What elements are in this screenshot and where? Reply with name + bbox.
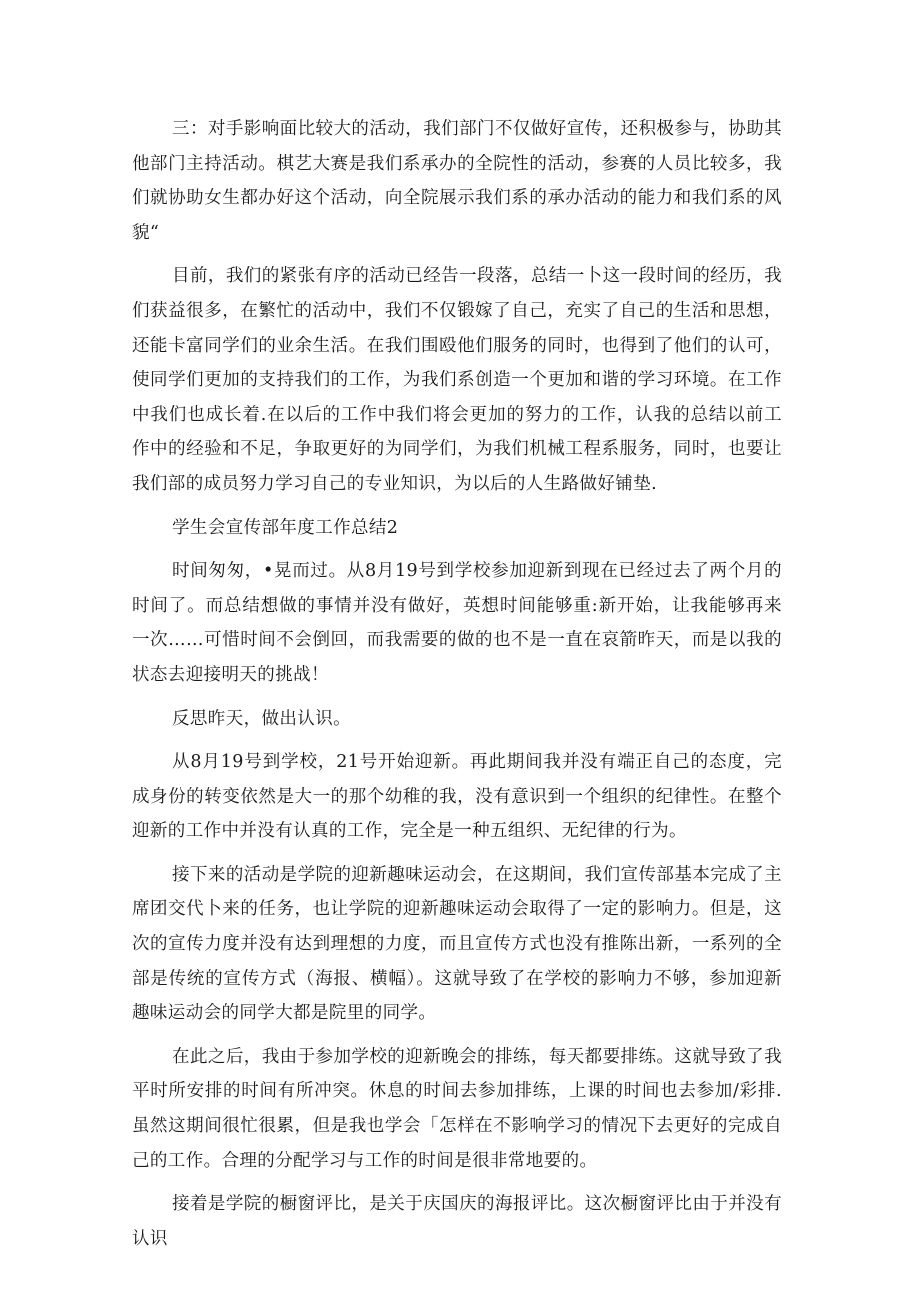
section-heading: 学生会宣传部年度工作总结2 (172, 517, 399, 538)
paragraph-time-passes: 时间匆匆，•晃而过。从8月19号到学校参加迎新到现在已经过去了两个月的时间了。而总结想做的事情并没有做好，英想时间能够重:新开始，让我能够再来一次……可惜时间不会倒回，而我需要的做的也不是一直在哀箭昨天，而是以我的状态去迎接明天的挑战！ (132, 561, 782, 685)
paragraph-welcome-period: 从8月19号到学校，21号开始迎新。再此期间我并没有端正自己的态度，完成身份的转变依然是大一的那个幼稚的我，没有意识到一个组织的纪律性。在整个迎新的工作中并没有认真的工作，完全是一种五组织、无纪律的行为。 (132, 752, 782, 842)
paragraph-activity-assistance: 三：对手影响面比较大的活动，我们部门不仅做好宣传，还积极参与，协助其他部门主持活动。棋艺大赛是我们系承办的全院性的活动，参赛的人员比较多，我们就协助女生都办好这个活动，向全院展示我们系的承办活动的能力和我们系的风貌“ (132, 119, 782, 243)
paragraph-rehearsal: 在此之后，我由于参加学校的迎新晚会的排练，每天都要排练。这就导致了我平时所安排的时间有所冲突。休息的时间去参加排练，上课的时间也去参加/彩排.虽然这期间很忙很累，但是我也学会「怎样在不影响学习的情况下去更好的完成自己的工作。合理的分配学习与工作的时间是很非常地要的。 (132, 1046, 782, 1171)
document-body (132, 112, 782, 1265)
paragraph-summary-growth: 目前，我们的紧张有序的活动已经告一段落，总结一卜这一段时间的经历，我们获益很多，在繁忙的活动中，我们不仅锻嫁了自己，充实了自己的生活和思想，还能卡富同学们的业余生活。在我们围殴他们服务的同时，也得到了他们的认可，使同学们更加的支持我们的工作，为我们系创造一个更加和谐的学习环境。在工作中我们也成长着.在以后的工作中我们将会更加的努力的工作，认我的总结以前工作中的经验和不足，争取更好的为同学们，为我们机械工程系服务，同时，也要让我们部的成员努力学习自己的专业知识，为以后的人生路做好铺垫. (132, 266, 782, 494)
paragraph-window-contest: 接着是学院的橱窗评比，是关于庆国庆的海报评比。这次橱窗评比由于并没有认识 (132, 1194, 782, 1249)
paragraph-sports-meeting: 接下来的活动是学院的迎新趣味运动会，在这期间，我们宣传部基本完成了主席团交代卜来的任务，也让学院的迎新趣味运动会取得了一定的影响力。但是，这次的宣传力度并没有达到理想的力度，而且宣传方式也没有推陈出新，一系列的全部是传统的宣传方式（海报、横幅）。这就导致了在学校的影响力不够，参加迎新趣味运动会的同学大都是院里的同学。 (132, 864, 782, 1024)
paragraph-reflection-title: 反思昨天，做出认识。 (172, 708, 351, 729)
